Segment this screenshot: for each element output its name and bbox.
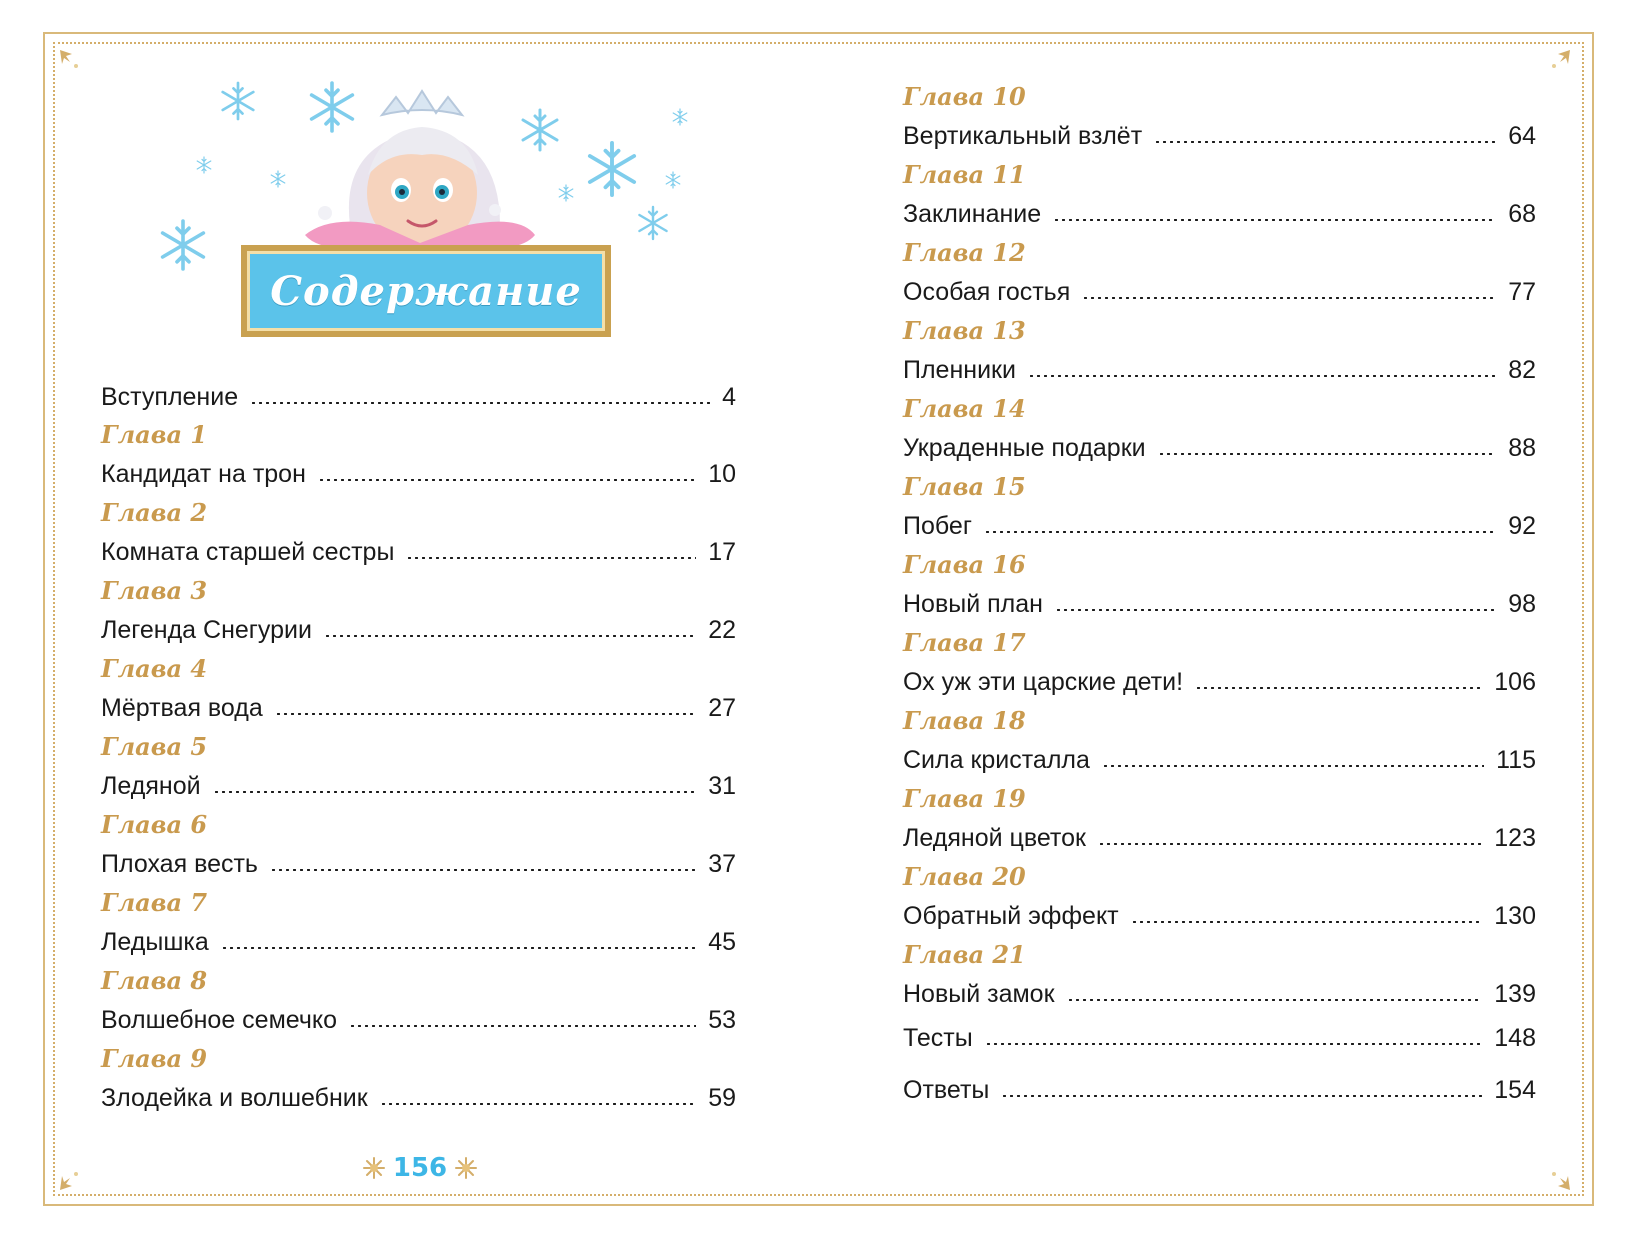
toc-entry-page: 59 xyxy=(708,1084,736,1112)
toc-entry[interactable] xyxy=(903,938,1536,1016)
snowflake-icon xyxy=(639,207,666,239)
chapter-label: Глава 2 xyxy=(101,498,208,527)
toc-entry-page: 10 xyxy=(708,460,736,488)
toc-entry[interactable] xyxy=(903,80,1536,158)
chapter-label: Глава 9 xyxy=(101,1044,208,1073)
princess-icon xyxy=(305,91,535,255)
toc-entry-page: 53 xyxy=(708,1006,736,1034)
toc-entry-page: 130 xyxy=(1494,902,1536,930)
toc-entry-title: Ледышка xyxy=(101,928,209,956)
toc-entry-title: Заклинание xyxy=(903,200,1042,228)
dot-leader xyxy=(324,635,696,637)
toc-entry[interactable] xyxy=(101,418,736,496)
toc-entry[interactable] xyxy=(101,964,736,1042)
toc-entry-title: Плохая весть xyxy=(101,850,258,878)
toc-entry-page: 115 xyxy=(1496,746,1536,774)
toc-entry[interactable] xyxy=(903,548,1536,626)
toc-entry[interactable] xyxy=(903,392,1536,470)
dot-leader xyxy=(1131,921,1483,923)
snowflake-icon xyxy=(312,83,353,131)
toc-entry-title: Ледяной цветок xyxy=(903,824,1086,852)
toc-entry-title: Легенда Снегурии xyxy=(101,616,312,644)
snowflake-icon xyxy=(271,171,285,187)
page-number xyxy=(360,1148,480,1188)
dot-leader xyxy=(250,402,710,404)
toc-entry-title: Мёртвая вода xyxy=(101,694,263,722)
chapter-label: Глава 5 xyxy=(101,732,208,761)
toc-entry[interactable] xyxy=(903,782,1536,860)
snowflake-icon xyxy=(163,221,204,269)
chapter-label: Глава 7 xyxy=(101,888,208,917)
toc-entry-page: 4 xyxy=(722,383,736,411)
chapter-label: Глава 8 xyxy=(101,966,208,995)
dot-leader xyxy=(985,1043,1483,1045)
dot-leader xyxy=(1102,765,1484,767)
toc-entry-title: Особая гостья xyxy=(903,278,1071,306)
sun-star-icon xyxy=(363,1157,385,1179)
dot-leader xyxy=(1195,687,1482,689)
toc-entry-page: 92 xyxy=(1508,512,1536,540)
toc-entry[interactable] xyxy=(903,158,1536,236)
toc-entry-title: Новый замок xyxy=(903,980,1055,1008)
toc-entry[interactable] xyxy=(903,314,1536,392)
toc-entry-page: 82 xyxy=(1508,356,1536,384)
toc-entry-page: 77 xyxy=(1508,278,1536,306)
toc-entry-page: 22 xyxy=(708,616,736,644)
toc-entry-title: Злодейка и волшебник xyxy=(101,1084,368,1112)
toc-entry-page: 27 xyxy=(708,694,736,722)
toc-entry-page: 68 xyxy=(1508,200,1536,228)
toc-entry-page: 154 xyxy=(1494,1076,1536,1104)
toc-entry[interactable] xyxy=(101,1042,736,1120)
dot-leader xyxy=(270,869,696,871)
toc-entry-answers[interactable] xyxy=(903,1068,1536,1120)
chapter-label: Глава 21 xyxy=(903,940,1026,969)
chapter-label: Глава 20 xyxy=(903,862,1026,891)
dot-leader xyxy=(1067,999,1483,1001)
corner-ornament-icon xyxy=(58,48,84,74)
toc-entry[interactable] xyxy=(101,496,736,574)
corner-ornament-icon xyxy=(58,1166,84,1192)
dot-leader xyxy=(1055,609,1496,611)
toc-entry-page: 45 xyxy=(708,928,736,956)
toc-entry-page: 64 xyxy=(1508,122,1536,150)
dot-leader xyxy=(275,713,696,715)
chapter-label: Глава 16 xyxy=(903,550,1026,579)
dot-leader xyxy=(380,1103,697,1105)
dot-leader xyxy=(221,947,696,949)
chapter-label: Глава 17 xyxy=(903,628,1026,657)
snowflake-icon xyxy=(197,157,211,173)
toc-entry-page: 139 xyxy=(1494,980,1536,1008)
toc-entry-title: Ох уж эти царские дети! xyxy=(903,668,1184,696)
dot-leader xyxy=(1154,141,1496,143)
corner-ornament-icon xyxy=(1546,48,1572,74)
toc-entry-title: Кандидат на трон xyxy=(101,460,306,488)
chapter-label: Глава 11 xyxy=(903,160,1026,189)
title-plate xyxy=(241,245,611,337)
dot-leader xyxy=(406,557,696,559)
toc-entry-title: Пленники xyxy=(903,356,1016,384)
toc-entry[interactable] xyxy=(903,860,1536,938)
chapter-label: Глава 6 xyxy=(101,810,208,839)
dot-leader xyxy=(349,1025,696,1027)
toc-entry-title: Комната старшей сестры xyxy=(101,538,395,566)
chapter-label: Глава 1 xyxy=(101,420,208,449)
toc-entry-page: 31 xyxy=(708,772,736,800)
toc-entry-title: Обратный эффект xyxy=(903,902,1119,930)
dot-leader xyxy=(318,479,696,481)
dot-leader xyxy=(1158,453,1497,455)
dot-leader xyxy=(1098,843,1482,845)
page-number-text: 156 xyxy=(392,1153,448,1183)
chapter-label: Глава 15 xyxy=(903,472,1026,501)
dot-leader xyxy=(984,531,1496,533)
chapter-label: Глава 14 xyxy=(903,394,1026,423)
toc-entry-title: Вертикальный взлёт xyxy=(903,122,1143,150)
toc-entry-page: 88 xyxy=(1508,434,1536,462)
toc-entry-title: Побег xyxy=(903,512,972,540)
snowflake-icon xyxy=(559,185,573,201)
toc-entry-page: 106 xyxy=(1494,668,1536,696)
toc-entry-tests[interactable] xyxy=(903,1016,1536,1068)
dot-leader xyxy=(1001,1095,1482,1097)
chapter-label: Глава 4 xyxy=(101,654,208,683)
toc-entry[interactable] xyxy=(903,470,1536,548)
toc-entry-title: Украденные подарки xyxy=(903,434,1146,462)
toc-entry-title: Ледяной xyxy=(101,772,201,800)
toc-entry-title: Вступление xyxy=(101,383,239,411)
toc-entry-title: Ответы xyxy=(903,1076,990,1104)
toc-entry[interactable] xyxy=(101,574,736,652)
toc-entry-page: 37 xyxy=(708,850,736,878)
chapter-label: Глава 3 xyxy=(101,576,208,605)
chapter-label: Глава 10 xyxy=(903,82,1026,111)
toc-left-column xyxy=(101,375,736,1120)
chapter-label: Глава 12 xyxy=(903,238,1026,267)
toc-entry-page: 123 xyxy=(1494,824,1536,852)
toc-entry[interactable] xyxy=(101,652,736,730)
toc-entry[interactable] xyxy=(101,730,736,808)
snowflake-icon xyxy=(673,109,687,125)
snowflake-icon xyxy=(223,83,254,119)
toc-entry-title: Новый план xyxy=(903,590,1043,618)
chapter-label: Глава 13 xyxy=(903,316,1026,345)
toc-entry[interactable] xyxy=(101,808,736,886)
corner-ornament-icon xyxy=(1546,1166,1572,1192)
toc-entry-page: 17 xyxy=(708,538,736,566)
dot-leader xyxy=(213,791,697,793)
toc-right-column xyxy=(903,80,1536,1120)
toc-entry[interactable] xyxy=(903,704,1536,782)
snowflake-icon xyxy=(523,110,557,150)
toc-entry-title: Тесты xyxy=(903,1024,973,1052)
toc-entry-page: 148 xyxy=(1494,1024,1536,1052)
snowflake-icon xyxy=(666,172,680,188)
snowflake-icon xyxy=(590,143,634,195)
sun-star-icon xyxy=(455,1157,477,1179)
chapter-label: Глава 19 xyxy=(903,784,1026,813)
toc-entry-intro[interactable] xyxy=(101,375,736,418)
toc-entry[interactable] xyxy=(903,236,1536,314)
dot-leader xyxy=(1082,297,1496,299)
page-title: Содержание xyxy=(270,267,582,315)
dot-leader xyxy=(1028,375,1496,377)
toc-entry-title: Сила кристалла xyxy=(903,746,1090,774)
dot-leader xyxy=(1053,219,1496,221)
toc-entry-page: 98 xyxy=(1508,590,1536,618)
chapter-label: Глава 18 xyxy=(903,706,1026,735)
toc-entry[interactable] xyxy=(101,886,736,964)
toc-entry-title: Волшебное семечко xyxy=(101,1006,337,1034)
toc-entry[interactable] xyxy=(903,626,1536,704)
